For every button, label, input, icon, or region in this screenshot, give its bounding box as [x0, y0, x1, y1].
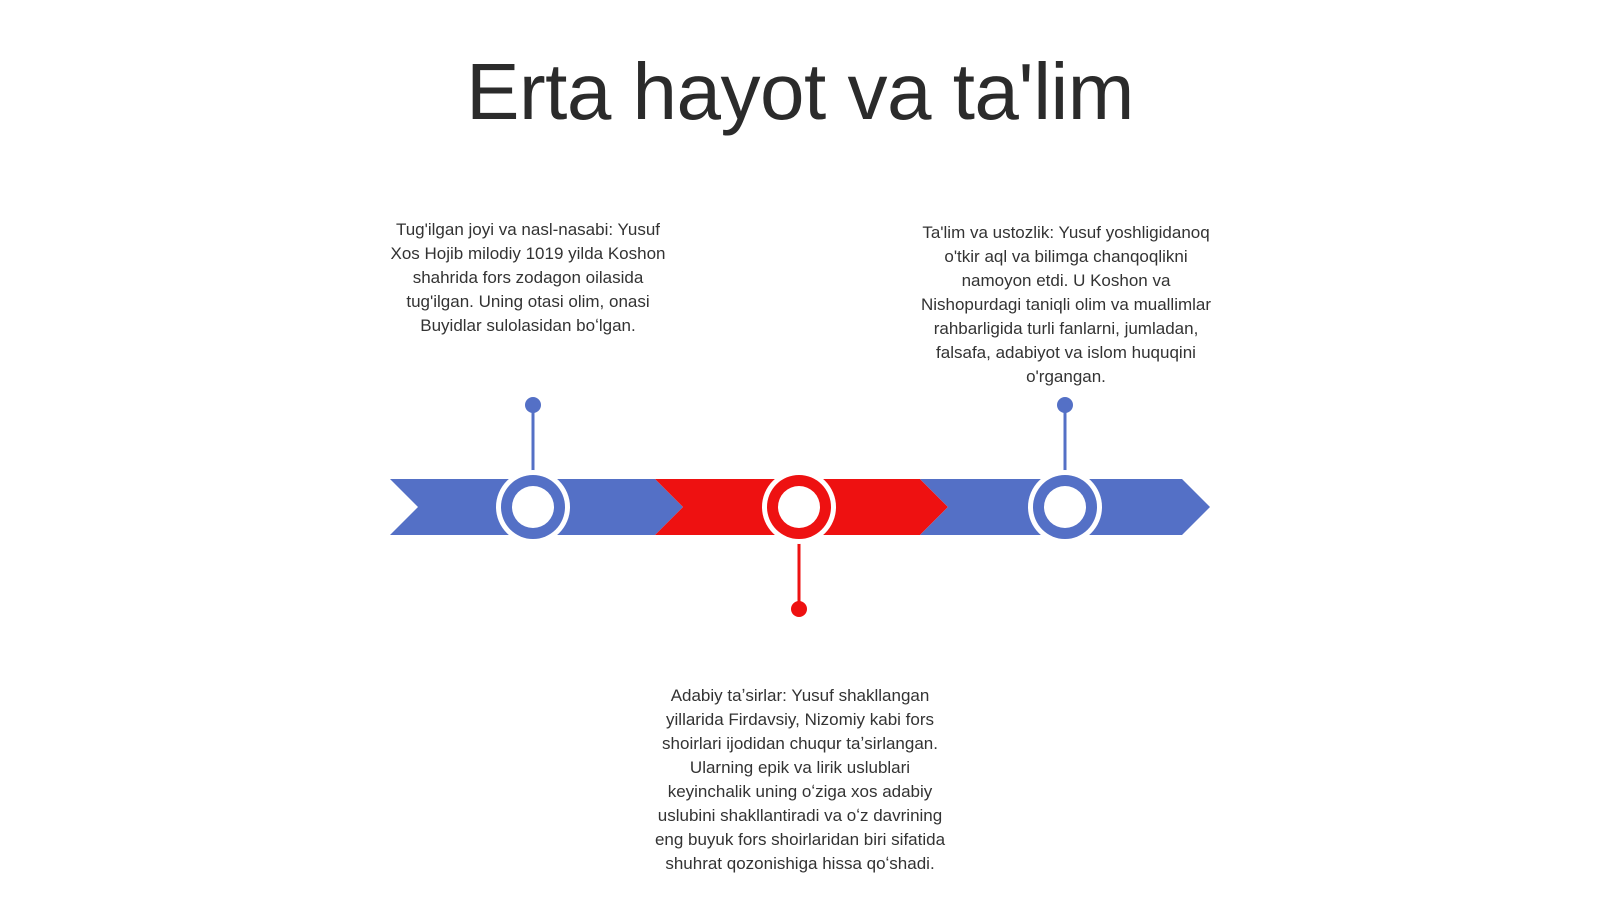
milestone-2-center [778, 486, 820, 528]
milestone-1-text: Tug'ilgan joyi va nasl-nasabi: Yusuf Xos Hojib milodiy 1019 yilda Koshon shahrida fors zodagon oilasida tug'ilgan. Uning otasi olim, onasi Buyidlar sulolasidan boʻlgan. [390, 220, 666, 335]
slide-title: Erta hayot va ta'lim [466, 47, 1134, 136]
milestone-1-center [512, 486, 554, 528]
milestone-1-pin-dot [525, 397, 541, 413]
milestone-3-pin-dot [1057, 397, 1073, 413]
milestone-2-text: Adabiy taʼsirlar: Yusuf shakllangan yillarida Firdavsiy, Nizomiy kabi fors shoirlari ijodidan chuqur taʼsirlangan. Ularning epik va lirik uslublari keyinchalik uning oʻziga xos adabiy uslubini shakllantiradi va oʻz davrining eng buyuk fors shoirlaridan biri sifatida shuhrat qozonishiga hissa qoʻshadi. [654, 686, 946, 873]
milestone-2-pin-dot [791, 601, 807, 617]
milestone-3-center [1044, 486, 1086, 528]
milestone-3-text: Ta'lim va ustozlik: Yusuf yoshligidanoq o'tkir aql va bilimga chanqoqlikni namoyon etdi. U Koshon va Nishopurdagi taniqli olim va muallimlar rahbarligida turli fanlarni, jumladan, falsafa, adabiyot va islom huquqini o'rgangan. [920, 223, 1212, 386]
